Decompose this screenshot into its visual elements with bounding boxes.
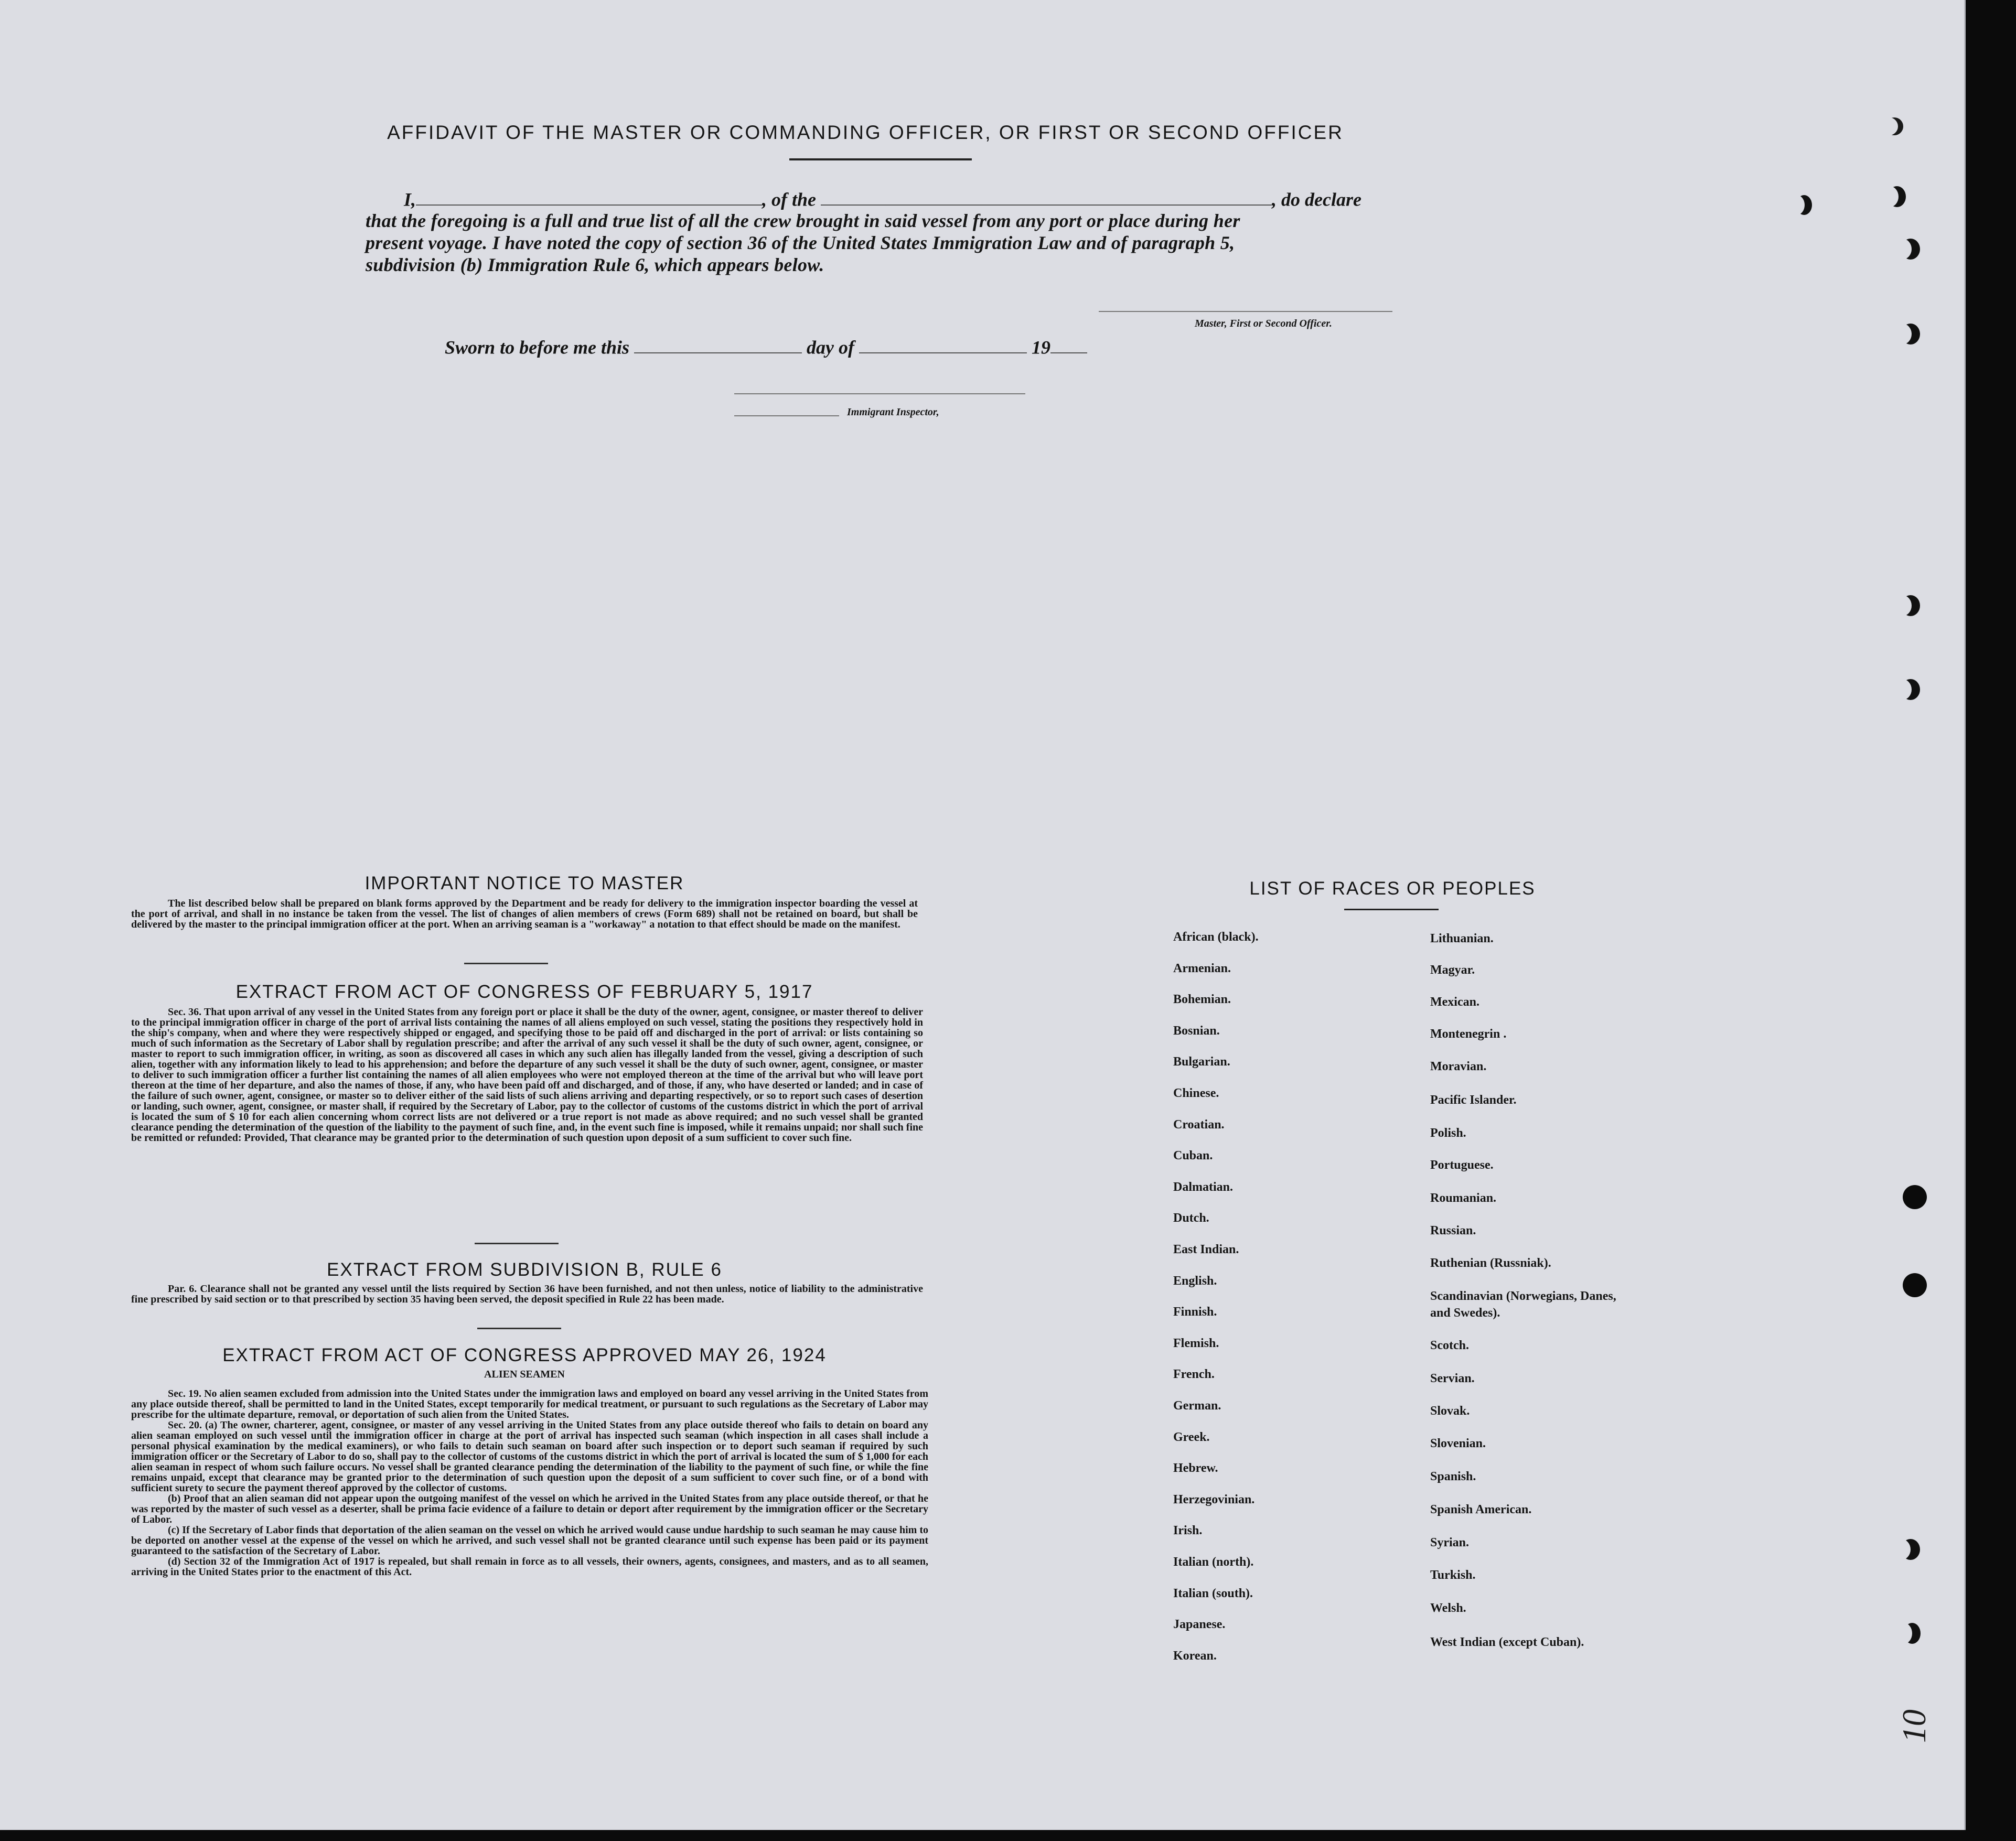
declaration-do-declare: , do declare <box>1272 189 1361 210</box>
race-item: Korean. <box>1173 1649 1217 1663</box>
race-item: Hebrew. <box>1173 1461 1218 1475</box>
race-item: Bulgarian. <box>1173 1055 1230 1069</box>
race-item: Polish. <box>1430 1126 1466 1140</box>
extract-1917-paragraph: Sec. 36. That upon arrival of any vessel in the United States from any foreign port or place it shall be the duty of the owner, agent, consignee, or master thereof to deliver to the principal immigration officer in charge of the port of arrival lists containing the names of all aliens employed on such vessel, stating the positions they respectively hold in the ship's company, when and where they were respectively shipped or engaged, and specifying those to be paid off and discharged in the port of arrival: or lists containing so much of such information as the Secretary of Labor shall by regulation prescribe; and after the arrival of any such vessel it shall be the duty of such owner, agent, consignee, or master to report to such immigration officer, in writing, as soon as discovered all cases in which any such alien has illegally landed from the vessel, giving a description of such alien, together with any information likely to lead to his apprehension; and before the departure of any such vessel it shall be the duty of such owner, agent, consignee, or master to deliver to such immigration officer a further list containing the names of all alien employees who were not employed thereon at the time of the arrival but who will leave port thereon at the time of her departure, and also the names of those, if any, who have been paid off and discharged, and of those, if any, who have deserted or landed; and in case of the failure of such owner, agent, consignee, or master so to deliver either of the said lists of such aliens arriving and departing respectively, or so to report such cases of desertion or landing, such owner, agent, consignee, or master shall, if required by the Secretary of Labor, pay to the collector of customs of the customs district in which the port of arrival is located the sum of $ 10 for each alien concerning whom correct lists are not delivered or a true report is not made as above required; and no such vessel shall be granted clearance pending the determination of the question of the liability to the payment of such fine, and, in the event such fine is imposed, while it remains unpaid; nor shall such fine be remitted or refunded: Provided, That clearance may be granted prior to the determination of such question upon deposit of a sum sufficient to cover such fine. <box>131 1006 923 1144</box>
declaration-line-4: subdivision (b) Immigration Rule 6, which appears below. <box>366 254 824 275</box>
race-item: Dutch. <box>1173 1211 1209 1225</box>
race-item: German. <box>1173 1399 1221 1413</box>
binder-hole-crescent <box>1796 195 1812 215</box>
race-item: Slovak. <box>1430 1404 1470 1418</box>
race-item: Pacific Islander. <box>1430 1093 1517 1107</box>
race-item: Servian. <box>1430 1372 1475 1385</box>
race-item: Cuban. <box>1173 1149 1213 1162</box>
affidavit-title: AFFIDAVIT OF THE MASTER OR COMMANDING OFFICER, OR FIRST OR SECOND OFFICER <box>387 122 1344 143</box>
extract-1924-sec19: Sec. 19. No alien seamen excluded from admission into the United States under the immigration laws and employed on board any vessel arriving in the United States from any place outside thereof, shall be permitted to land in the United States, except temporarily for medical treatment, or pursuant to such regulations as the Secretary of Labor may prescribe for the ultimate departure, removal, or deportation of such alien from the United States. <box>131 1388 928 1420</box>
title-underline <box>789 158 972 160</box>
race-item: Flemish. <box>1173 1337 1219 1350</box>
declaration-of: , of the <box>762 189 817 210</box>
binder-hole-crescent <box>1901 595 1920 616</box>
race-item: Croatian. <box>1173 1118 1225 1132</box>
binder-hole-crescent <box>1885 117 1903 135</box>
race-item: Greek. <box>1173 1430 1210 1444</box>
master-signature-line <box>1099 311 1392 312</box>
race-item: Herzegovinian. <box>1173 1493 1255 1506</box>
binder-hole-crescent <box>1901 1539 1920 1560</box>
race-item: Bosnian. <box>1173 1024 1220 1038</box>
binder-hole-mark <box>1903 1185 1927 1209</box>
declaration-i: I, <box>404 189 416 210</box>
race-item: Russian. <box>1430 1224 1476 1237</box>
extract-1917-title: EXTRACT FROM ACT OF CONGRESS OF FEBRUARY 5, 1917 <box>235 982 813 1002</box>
notice-text <box>131 898 918 930</box>
declaration-line-1 <box>404 188 1395 210</box>
extract-1924-sec20a: Sec. 20. (a) The owner, charterer, agent, consignee, or master of any vessel arriving in the United States from any place outside thereof who fails to detain on board any alien seaman employed on such vessel until the immigration officer in charge at the port of arrival has inspected such seaman (which inspection in all cases shall include a personal physical examination by the medical examiners), or who fails to detain such seaman on board after such inspection or to deport such seaman if required by such immigration officer or the Secretary of Labor to do so, shall pay to the collector of customs of the customs district in which the port of arrival is located the sum of $ 1,000 for each alien seaman in respect of whom such failure occurs. No vessel shall be granted clearance pending the determination of the liability to the payment of such fine, or while the fine remains unpaid, except that clearance may be granted prior to the determination of such question upon the deposit of a sum sufficient to cover such fine, or of a bond with sufficient surety to secure the payment thereof approved by the collector of customs. <box>131 1419 928 1494</box>
extract-1924-sec20c: (c) If the Secretary of Labor finds that deportation of the alien seaman on the vessel on which he arrived would cause undue hardship to such seaman he may cause him to be deported on another vessel at the expense of the vessel on which he arrived, and such vessel shall not be granted clearance until such expense has been paid or its payment guaranteed to the satisfaction of the Secretary of Labor. <box>131 1524 928 1557</box>
inspector-signature-line <box>734 393 1025 394</box>
extract-rule6-title: EXTRACT FROM SUBDIVISION B, RULE 6 <box>327 1259 722 1280</box>
race-item: Chinese. <box>1173 1086 1219 1100</box>
master-signature-label: Master, First or Second Officer. <box>1195 318 1332 329</box>
sworn-year: 19 <box>1032 337 1051 358</box>
race-item: Spanish. <box>1430 1470 1476 1483</box>
race-item: Turkish. <box>1430 1568 1476 1582</box>
extract-1917-text <box>131 1007 923 1143</box>
vessel-blank <box>821 188 1272 206</box>
race-item: Syrian. <box>1430 1536 1470 1549</box>
inspector-label: Immigrant Inspector, <box>847 406 939 418</box>
name-blank <box>416 188 762 206</box>
race-item: Japanese. <box>1173 1618 1226 1631</box>
race-item: Moravian. <box>1430 1060 1487 1073</box>
race-item: Magyar. <box>1430 963 1475 977</box>
race-item: Scandinavian (Norwegians, Danes, and Swedes). <box>1430 1289 1616 1320</box>
notice-title: IMPORTANT NOTICE TO MASTER <box>364 873 684 893</box>
extract-1917-divider <box>475 1243 559 1244</box>
race-item: African (black). <box>1173 930 1259 944</box>
race-item: English. <box>1173 1274 1217 1288</box>
extract-1924-sec20b: (b) Proof that an alien seaman did not appear upon the outgoing manifest of the vessel on which he arrived in the United States from any place outside thereof, or that he was reported by the master of such vessel as a deserter, shall be prima facie evidence of a failure to detain or deport after requirement by the immigration officer or the Secretary of Labor. <box>131 1493 928 1525</box>
race-item: Italian (north). <box>1173 1555 1254 1569</box>
race-item: Ruthenian (Russniak). <box>1430 1256 1551 1270</box>
extract-rule6-text <box>131 1284 923 1305</box>
handwritten-folio-number: 10 <box>1895 1709 1933 1743</box>
extract-1924-title: EXTRACT FROM ACT OF CONGRESS APPROVED MAY 26, 1924 <box>222 1345 827 1365</box>
races-title: LIST OF RACES OR PEOPLES <box>1249 878 1536 899</box>
races-title-underline <box>1344 909 1439 910</box>
race-item: Spanish American. <box>1430 1503 1532 1516</box>
race-item: Armenian. <box>1173 962 1231 975</box>
binder-hole-crescent <box>1904 1623 1921 1644</box>
race-item: Dalmatian. <box>1173 1180 1233 1194</box>
notice-divider <box>464 963 548 964</box>
race-item: Montenegrin . <box>1430 1027 1507 1041</box>
race-item: West Indian (except Cuban). <box>1430 1635 1584 1649</box>
declaration-line-3: present voyage. I have noted the copy of section 36 of the United States Immigration Law and of paragraph 5, <box>366 232 1235 253</box>
sworn-line <box>445 336 1087 358</box>
extract-rule6-paragraph: Par. 6. Clearance shall not be granted any vessel until the lists required by Section 36 have been furnished, and not then unless, notice of liability to the administrative fine prescribed by said section or to that prescribed by section 35 having been served, the deposit specified in Rule 22 has been made. <box>131 1283 923 1305</box>
race-item: Roumanian. <box>1430 1191 1497 1205</box>
race-item: Italian (south). <box>1173 1587 1253 1600</box>
sworn-day-blank <box>634 336 802 353</box>
race-item: Bohemian. <box>1173 993 1231 1006</box>
binder-hole-crescent <box>1901 239 1920 260</box>
race-item: Irish. <box>1173 1524 1203 1537</box>
extract-1924-sec20d: (d) Section 32 of the Immigration Act of 1917 is repealed, but shall remain in force as to all vessels, their owners, agents, consignees, and masters, and as to all seamen, arriving in the United States prior to the enactment of this Act. <box>131 1556 928 1578</box>
declaration-line-2: that the foregoing is a full and true list of all the crew brought in said vessel from any port or place during her <box>366 210 1240 231</box>
binder-hole-crescent <box>1901 679 1920 700</box>
binder-hole-crescent <box>1901 324 1920 344</box>
notice-paragraph: The list described below shall be prepared on blank forms approved by the Department and be ready for delivery to the immigration inspector boarding the vessel at the port of arrival, and shall in no instance be taken from the vessel. The list of changes of alien members of crews (Form 689) shall not be retained on board, but shall be delivered by the master to the principal immigration officer at the port. When an arriving seaman is a "workaway" a notation to that effect should be made on the manifest. <box>131 898 918 930</box>
inspector-signature-line-2 <box>734 415 839 416</box>
extract-1924-subtitle: ALIEN SEAMEN <box>484 1369 565 1380</box>
race-item: French. <box>1173 1368 1215 1381</box>
race-item: Scotch. <box>1430 1339 1469 1352</box>
race-item: Welsh. <box>1430 1601 1466 1615</box>
sworn-day-of: day of <box>807 337 855 358</box>
race-item: Lithuanian. <box>1430 932 1494 945</box>
sworn-year-blank <box>1050 336 1087 353</box>
race-item: Finnish. <box>1173 1305 1217 1319</box>
binder-hole-mark <box>1903 1273 1927 1297</box>
race-item: Portuguese. <box>1430 1158 1494 1172</box>
race-item: Slovenian. <box>1430 1437 1486 1450</box>
extract-1924-text <box>131 1388 928 1577</box>
binder-hole-crescent <box>1888 186 1906 207</box>
race-item: Mexican. <box>1430 995 1479 1009</box>
sworn-text: Sworn to before me this <box>445 337 630 358</box>
sworn-month-blank <box>859 336 1027 353</box>
race-item: East Indian. <box>1173 1243 1239 1256</box>
extract-rule6-divider <box>477 1328 561 1329</box>
